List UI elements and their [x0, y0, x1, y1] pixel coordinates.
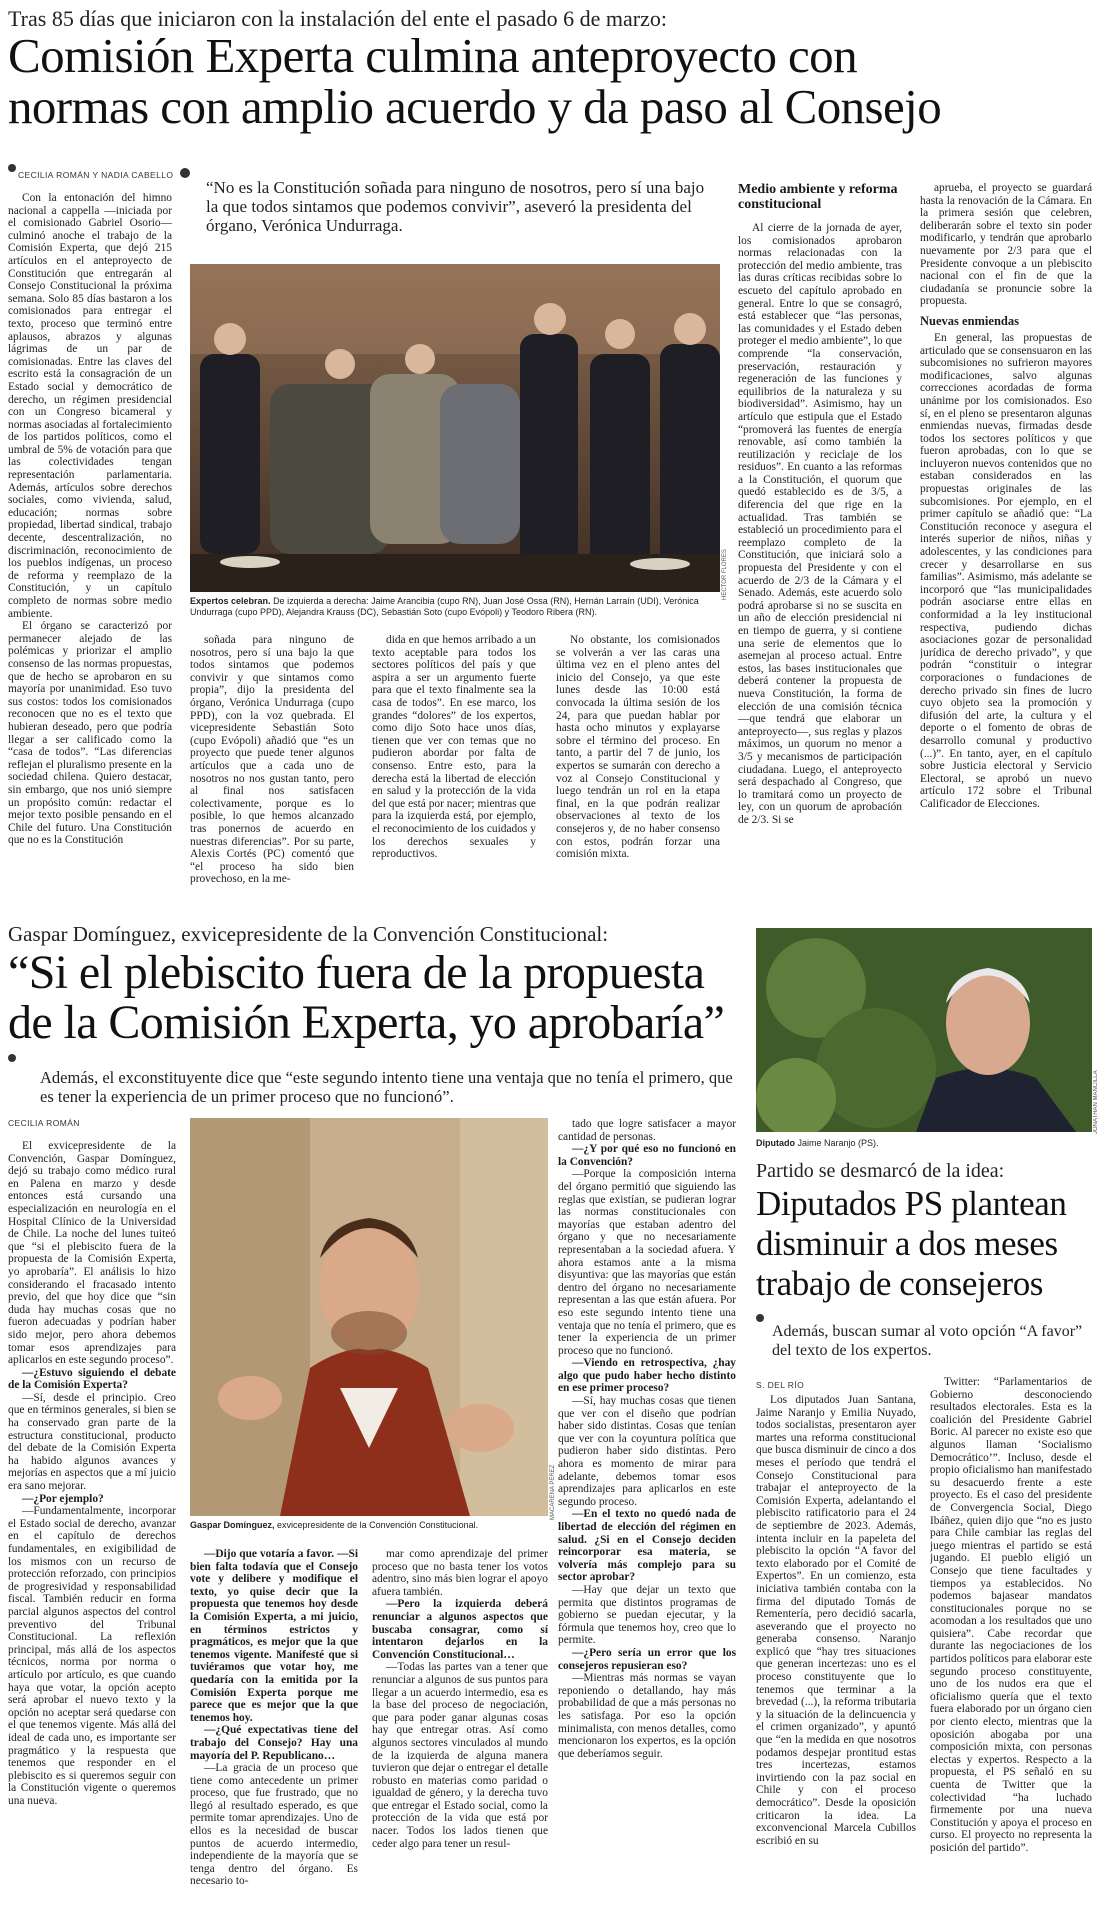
- article2-a8: —Mientras más normas se vayan reponiendo o detallando, hay más probabilidad de que a más personas no les satisfaga. Por eso la opción minimalista, con menos detalles, como mencionaron los expertos, es la opción que deberíamos seguir.: [558, 1672, 736, 1760]
- article2-q7: —En el texto no quedó nada de libertad de elección del régimen en salud. ¿Si en el Consejo deciden reincorporar esa materia, se volvería más complejo para su sector aprobar?: [558, 1508, 736, 1584]
- article1-col6b-text: En general, las propuestas de articulado que se consensuaron en las subcomisiones no sufrieron mayores modificaciones, salvo algunas correcciones acordadas de forma unánime por los comisionados. Eso sí, en el pleno se presentaron algunas enmiendas nuevas, firmadas desde todos los sectores políticos y que fueron aprobadas, con lo que se incluyeron nuevos contenidos que no estaban considerados en las propuestas originales de las subcomisiones. Por ejemplo, en el primer capítulo se añadió que: “La Constitución reconoce y asegura el interés superior de niños, niñas y adolescentes, y las condiciones para crecer y desarrollarse en sus familias”. Asimismo, más adelante se incorporó que “las municipalidades podrán asociarse entre ellas en conformidad a la ley institucional respectiva, pudiendo dichas asociaciones gozar de personalidad jurídica de derecho privado”, y que podrán “constituir o integrar corporaciones o fundaciones de derecho privado sin fines de lucro cuyo objeto sea la promoción y difusión del arte, la cultura y el deporte o el fomento de obras de desarrollo comunal y productivo (...)”. En tanto, ayer, en el capítulo sobre Justicia electoral y Servicio Electoral, se aprobó un nuevo artículo 172 sobre el Tribunal Calificador de Elecciones.: [920, 331, 1092, 810]
- article2-deck: Además, el exconstituyente dice que “este segundo intento tiene una ventaja que no tenía el primero, que es tener la experiencia de un primer proceso que no funcionó”.: [40, 1068, 733, 1106]
- article2-column-1: [8, 1140, 176, 1920]
- article2-a5: —Porque la composición interna del órgano permitió que siguiendo las reglas que existían, se pudieran lograr las normas constitucionales con mayorías que estaban adentro del órgano y que no necesariamente representaban a la sociedad afuera. Y ahora estamos ante a la misma disyuntiva: que las mayorías que están dentro del órgano no necesariamente representan a las que están afuera. Por eso este segundo intento tiene una ventaja que no tenía el primero, que es tener la experiencia de un primer proceso que no funcionó.: [558, 1168, 736, 1357]
- article1-photo-caption: [190, 596, 720, 618]
- article2-q8: —¿Pero sería un error que los consejeros repusieran eso?: [558, 1646, 736, 1672]
- article1-column-6: [920, 182, 1092, 962]
- article1-col1-text: Con la entonación del himno nacional a cappella —iniciada por el comisionado Gabriel Osorio— culminó anoche el trabajo de la Comisión Experta, que dejó 215 artículos en el anteproyecto de Constitución que entregarán al Consejo Constitucional la próxima semana. Solo 85 días bastaron a los comisionados para entregar el texto, proceso que terminó entre aplausos, abrazos y algunas lágrimas de un par de comisionadas. Entre las claves del escrito está la consagración de un Estado social y democrático de derecho, un régimen presidencial con un Congreso bicameral y normas asociadas al fortalecimiento de los partidos políticos, como el umbral de 5% de votación para que las colectividades tengan representación parlamentaria. Además, artículos sobre derechos sociales, como vivienda, salud, educación; normas sobre propiedad, libertad sindical, trabajo decente, descentralización, no discriminación, reconocimiento de los pueblos indígenas, un proceso de reforma y reemplazo de la Constitución, y un capítulo completo de normas sobre medio ambiente.: [8, 192, 172, 620]
- article2-col3-text: mar como aprendizaje del primer proceso que no basta tener los votos adentro, sino más bien lograr el apoyo afuera también.: [372, 1548, 548, 1598]
- article2-q4: —Pero la izquierda deberá renunciar a algunos aspectos que buscaba consagrar, como sí intentaron dejarlos en la Convención Constitucional…: [372, 1598, 548, 1661]
- article2-col1-text: El exvicepresidente de la Convención, Gaspar Domínguez, dejó su trabajo como médico rural en Palena en marzo y desde entonces está cursando una especialización en neurología en el Hospital Clínico de la Universidad de Chile. La noche del lunes tuiteó que “si el plebiscito fuera de la propuesta de la Comisión Experta, yo aprobaría”. El análisis lo hizo considerando el fracasado intento previo, del que hoy dice que “sin duda hay muchas cosas que no fueron adecuadas y podrían haber sido mejor, pero ahora debemos tomar esos aprendizajes para aplicarlos en este segundo proceso”.: [8, 1140, 176, 1367]
- article2-q1: —¿Estuvo siguiendo el debate de la Comisión Experta?: [8, 1366, 176, 1392]
- article1-col6-subhead: Nuevas enmiendas: [920, 313, 1019, 328]
- article1-column-5: [738, 222, 902, 962]
- article2-byline: CECILIA ROMÁN: [8, 1118, 80, 1128]
- article3-kicker: Partido se desmarcó de la idea:: [756, 1160, 1005, 1182]
- article2-q3: —¿Qué expectativas tiene del trabajo del Consejo? Hay una mayoría del P. Republicano…: [190, 1724, 358, 1762]
- gaspar-photo-illustration: [190, 1118, 548, 1516]
- article3-photo-caption: [756, 1138, 1092, 1149]
- article3-bullet: [756, 1314, 764, 1322]
- article1-side-title: [738, 182, 902, 212]
- experts-photo: [190, 264, 720, 592]
- article2-a2: —Fundamentalmente, incorporar el Estado social de derecho, avanzar en el capítulo de derechos fundamentales, en exigibilidad de los mismos con un recurso de protección reforzado, con principios de progresividad y responsabilidad fiscal. También reducir en forma parcial algunos aspectos del control preventivo del Tribunal Constitucional. La reflexión principal, más allá de los aspectos técnicos, norma por norma o artículo por artículo, es que cuando haya que votar, la opción acepto será aprobar el nuevo texto y la opción no aceptar será quedarse con el que tenemos vigente. Más allá del ideal de cada uno, es importante ser pragmático y la respuesta que tenemos que responder en el plebiscito es si queremos seguir con la Constitución vigente o queremos una nueva.: [8, 1505, 176, 1807]
- article3-headline-line3: trabajo de consejeros: [756, 1264, 1044, 1303]
- article2-photo-caption-text: exvicepresidente de la Convención Constitucional.: [277, 1520, 479, 1530]
- experts-photo-illustration: [190, 264, 720, 592]
- article2-kicker: Gaspar Domínguez, exvicepresidente de la Convención Constitucional:: [8, 922, 609, 946]
- article1-col6-text: aprueba, el proyecto se guardará hasta la renovación de la Cámara. En la primera sesión que celebren, deliberarán sobre el texto sin poder modificarlo, y tendrán que aprobarlo nuevamente por 2/3 para que el Presidente convoque a un plebiscito nacional con el fin de que la ciudadanía se pronuncie sobre la propuesta.: [920, 182, 1092, 308]
- article1-byline: CECILIA ROMÁN Y NADIA CABELLO: [18, 170, 174, 180]
- naranjo-photo-illustration: [756, 928, 1092, 1132]
- article3-col1-text: Los diputados Juan Santana, Jaime Naranjo y Emilia Nuyado, todos socialistas, presentaron ayer martes una reforma constitucional que busca disminuir de cinco a dos meses el período que tendrá el Consejo Constitucional para trabajar el anteproyecto de la Comisión Experta, adelantando el plebiscito ratificatorio para el 24 de septiembre de 2023. Además, intenta incluir en la papeleta del plebiscito la opción “A favor del texto elaborado por el Comité de Expertos”. En un comienzo, esta iniciativa también contaba con la firma del diputado Tomás de Rementería, pero decidió sacarla, aseverando que el proyecto no generaba consenso. Naranjo explicó que “hay tres situaciones que generan incertezas: uno es el proceso constituyente que lo tenemos que terminar a la brevedad (...), la reforma tributaria y la situación de la delincuencia y el crimen organizado”, y apuntó que “en la medida en que nosotros podamos despejar prontitud estas tres incertezas, estamos invirtiendo con la paz social en Chile y con el proceso democrático”. Desde la oposición criticaron la idea. La exconvencional Marcela Cubillos escribió en su: [756, 1394, 916, 1847]
- article2-bullet: [8, 1054, 16, 1062]
- article3-deck: Además, buscan sumar al voto opción “A favor” del texto de los expertos.: [772, 1323, 1083, 1359]
- article1-headline-line2: normas con amplio acuerdo y da paso al Consejo: [8, 79, 942, 134]
- article1-pullquote: “No es la Constitución soñada para ninguno de nosotros, pero sí una bajo la que todos sintamos que podemos convivir”, aseveró la presidenta del órgano, Verónica Undurraga.: [206, 178, 705, 235]
- article1-col5-text: Al cierre de la jornada de ayer, los comisionados aprobaron normas relacionadas con la protección del medio ambiente, tras las duras críticas recibidas sobre lo escueto del capítulo aprobado en general. Entre lo que se consagró, está establecer que “las personas, las comunidades y el Estado deben proteger el medio ambiente”, lo que comprende “la conservación, preservación, restauración y regeneración de las funciones y equilibrios de la naturaleza y su biodiversidad”. Asimismo, hay un artículo que estipula que el Estado “promoverá las fuentes de energía renovable, así como también la reutilización y reciclaje de los residuos”. En cuanto a las reformas a la Constitución, el quorum que quedó establecido es de 3/5, a diferencia del que rige en la actualidad. Tras también se estableció un procedimiento para el reemplazo completo de la Constitución, que iniciará solo a propuesta del Presidente y con el acuerdo de 2/3 de la Cámara y el Senado. Además, este acuerdo solo podrá aprobarse si no se suscita en un año de elección presidencial ni en tiempo de guerra, y si contiene una serie de elementos que lo asemejan al proceso actual. Entre estos, las bases institucionales que deberá contener la propuesta de nueva Constitución, la forma de elección de una comisión técnica —que tendrá que elaborar un anteproyecto—, sus reglas y plazos máximos, un quorum no menor a 3/5 y mecanismos de participación ciudadana. Luego, el anteproyecto será despachado al Congreso, que lo tramitará como un proyecto de ley, con un quorum de aprobación de 2/3. Si se: [738, 222, 902, 826]
- naranjo-photo: [756, 928, 1092, 1132]
- article1-col1b-text: El órgano se caracterizó por permanecer alejado de las polémicas y priorizar el amplio consenso de las normas propuestas, que de hecho se aprobaron en su mayoría por unanimidad. Eso tuvo sus costos: todos los comisionados reconocen que no es el texto que hubieran deseado, pero que podría llegar a ser calificado como la “casa de todos”. “Las diferencias reflejan el pluralismo presente en la sociedad chilena. Quiero destacar, sin embargo, que nos unió siempre un propósito común: redactar el mejor texto posible pensando en el Chile del futuro. Una Constitución que no es la Constitución: [8, 620, 172, 847]
- article2-photo-caption-lead: Gaspar Domínguez,: [190, 1520, 275, 1530]
- article2-col2-text: —Dijo que votaría a favor. —Si bien falta todavía que el Consejo vote y delibere y modifique el texto, yo quise decir que la propuesta que tenemos hoy desde la Comisión Experta, a mi juicio, en términos estrictos y pragmáticos, es mejor que la que tenemos vigente. Manifesté que si tuviéramos que votar hoy, me quedaría con la emitida por la Comisión Experta porque me parece que es mejor que la que tenemos hoy.: [190, 1548, 358, 1724]
- article3-byline: S. DEL RÍO: [756, 1380, 805, 1390]
- article1-column-4: [556, 634, 720, 962]
- article2-headline-line2: de la Comisión Experta, yo aprobaría”: [8, 996, 725, 1049]
- article2-a1: —Sí, desde el principio. Creo que en términos generales, si bien se ha conservado gran parte de la estructura constitucional, producto del debate de la Comisión Experta ha habido algunos avances y mejorías en aspectos que a mí juicio era sano mejorar.: [8, 1391, 176, 1493]
- article2-col4-text: tado que logre satisfacer a mayor cantidad de personas.: [558, 1118, 736, 1143]
- article1-column-3: [372, 634, 536, 962]
- article3-photo-credit: JONATHAN MANCILLA: [1093, 1070, 1099, 1134]
- article1-col3-text: dida en que hemos arribado a un texto aceptable para todos los sectores políticos del país y que aspira a ser un argumento fuerte para que el texto finalmente sea la casa de todos”. En ese marco, los grandes “dolores” de los expertos, como dijo Soto hace unos días, tienen que ver con temas que no pudieron abordar por falta de consenso. Entre esto, para la derecha está la libertad de elección en salud y la protección de la vida del que está por nacer; mientras que para la izquierda está, por ejemplo, el reconocimiento de los cuidados y los derechos sexuales y reproductivos.: [372, 634, 536, 861]
- article2-q6: —Viendo en retrospectiva, ¿hay algo que pudo haber hecho distinto en ese primer proceso?: [558, 1357, 736, 1395]
- article2-photo-credit: MACARENA PÉREZ: [550, 1464, 556, 1520]
- article2-a4: —Todas las partes van a tener que renunciar a algunos de sus puntos para llegar a un acuerdo intermedio, esa es la base del proceso de negociación, que para poder ganar algunas cosas hay que entregar otras. Así como algunos sectores vinculados al mundo de la izquierda de alguna manera tuvieron que dejar o entregar el detalle robusto en materias como paridad o igualdad de género, y la derecha tuvo que entregar el Estado social, como la protección de la vida que está por nacer. Todos los lados tienen que ceder algo para tener un resul-: [372, 1661, 548, 1850]
- article1-column-1: [8, 192, 172, 962]
- article1-kicker: Tras 85 días que iniciaron con la instalación del ente el pasado 6 de marzo:: [8, 6, 667, 31]
- article3-col2-text: Twitter: “Parlamentarios de Gobierno desconociendo resultados electorales. Esta es la coalición del Presidente Gabriel Boric. Al parecer no existe eso que algunos llaman ‘Socialismo Democrático’”. Incluso, desde el propio oficialismo han manifestado su desacuerdo frente a este proyecto. Es el caso del presidente de Convergencia Social, Diego Ibáñez, quien dijo que “no es justo para Chile cambiar las reglas del juego mientras el partido se está jugando. El pueblo eligió un Consejo que tiene facultades y tiempos ya establecidos. No podemos bajasear mandatos constitucionales porque no se acomodan a los resultados que uno quisiera”. Cabe recordar que durante las negociaciones de los partidos políticos para elaborar este segundo proceso constituyente, uno de los nudos era que el oficialismo quería que el texto fuera elaborado por un órgano cien por ciento electo, mientras que la oposición abogaba por una composición mixta, con personas electas y expertos. Respecto a la propuesta, el PS señaló en su cuenta de Twitter que la colectividad “ha luchado firmemente por una nueva Constitución y apoya el proceso en curso. El proyecto no representa la posición del partido”.: [930, 1376, 1092, 1854]
- article2-a7: —Hay que dejar un texto que permita que distintos programas de gobierno se puedan ejecutar, y la fórmula que tenemos hoy, creo que lo permite.: [558, 1583, 736, 1647]
- article2-column-4: [558, 1118, 736, 1920]
- article3-photo-caption-text: Jaime Naranjo (PS).: [797, 1138, 879, 1148]
- article2-a3: —La gracia de un proceso que tiene como antecedente un primer proceso, que fue frustrado, que no llegó al resultado esperado, es que permite tomar aprendizajes. Uno de ellos es la necesidad de buscar puntos de acuerdo intermedio, independiente de la mayoría que se tenga dentro del órgano. Es necesario to-: [190, 1762, 358, 1888]
- article2-a6: —Sí, hay muchas cosas que tienen que ver con el diseño que podrían haber sido distintas. Cosas que tenían que ver con la coyuntura política que pudieron haber sido distintas. Pero ahora es momento de mirar para adelante, debemos tomar esos aprendizajes para aplicarlos en este segundo proceso.: [558, 1395, 736, 1508]
- article1-col4-text: No obstante, los comisionados se volverán a ver las caras una última vez en el pleno antes del inicio del Consejo, ya que este lunes desde las 10:00 está convocada la última sesión de los 24, para que puedan hablar por hasta ocho minutos y explayarse sobre el término del proceso. En tanto, a partir del 7 de junio, los expertos se sumarán con derecho a voz al Consejo Constitucional y luego tendrán un rol en la etapa final, en la que podrán realizar observaciones al texto de los consejeros y, de no haber consenso con estos, podrán forzar una comisión mixta.: [556, 634, 720, 861]
- article1-photo-caption-lead: Expertos celebran.: [190, 596, 271, 606]
- article1-photo-caption-text: De izquierda a derecha: Jaime Arancibia (cupo RN), Juan José Ossa (RN), Hernán Larraín (UDI), Verónica Undurraga (cupo PPD), Alejandra Krauss (DC), Sebastián Soto (cupo Evópoli) y Teodoro Ribera (RN).: [190, 596, 699, 617]
- article3-photo-caption-lead: Diputado: [756, 1138, 795, 1148]
- article2-photo-caption: [190, 1520, 548, 1531]
- gaspar-photo: [190, 1118, 548, 1516]
- article3-headline-line1: Diputados PS plantean: [756, 1184, 1067, 1223]
- article1-photo-credit: HÉCTOR FLORES: [722, 549, 728, 600]
- pullquote-bullet: [180, 168, 190, 178]
- article2-column-2: [190, 1548, 358, 1920]
- side-title-text: Medio ambiente y reforma constitucional: [738, 182, 898, 212]
- article3-column-1: [756, 1394, 916, 1920]
- article1-headline: [8, 30, 1098, 132]
- article2-headline-line1: “Si el plebiscito fuera de la propuesta: [8, 946, 705, 999]
- article2-headline: [8, 948, 748, 1048]
- article1-column-2: [190, 634, 354, 962]
- article3-headline: [756, 1184, 1096, 1304]
- article3-column-2: [930, 1376, 1092, 1920]
- article2-q5: —¿Y por qué eso no funcionó en la Convención?: [558, 1143, 736, 1168]
- article2-column-3: [372, 1548, 548, 1920]
- article1-col2-text: soñada para ninguno de nosotros, pero sí una bajo la que todos sintamos que podemos convivir y que sintamos como propia”, dijo la presidenta del órgano, Verónica Undurraga (cupo PPD), con la voz quebrada. El vicepresidente Sebastián Soto (cupo Evópoli) añadió que “es un proyecto que puede tener algunos artículos que a cada uno de nosotros no nos gustan tanto, pero al final nos satisfacen colectivamente, porque es lo posible, lo que hemos alcanzado tras ponernos de acuerdo en nuestras diferencias”. Por su parte, Alexis Cortés (PC) comentó que “el proceso ha sido bien provechoso, en la me-: [190, 634, 354, 886]
- article3-headline-line2: disminuir a dos meses: [756, 1224, 1058, 1263]
- article1-bullet: [8, 164, 16, 172]
- article2-q2: —¿Por ejemplo?: [22, 1492, 104, 1505]
- article1-headline-line1: Comisión Experta culmina anteproyecto con: [8, 28, 857, 83]
